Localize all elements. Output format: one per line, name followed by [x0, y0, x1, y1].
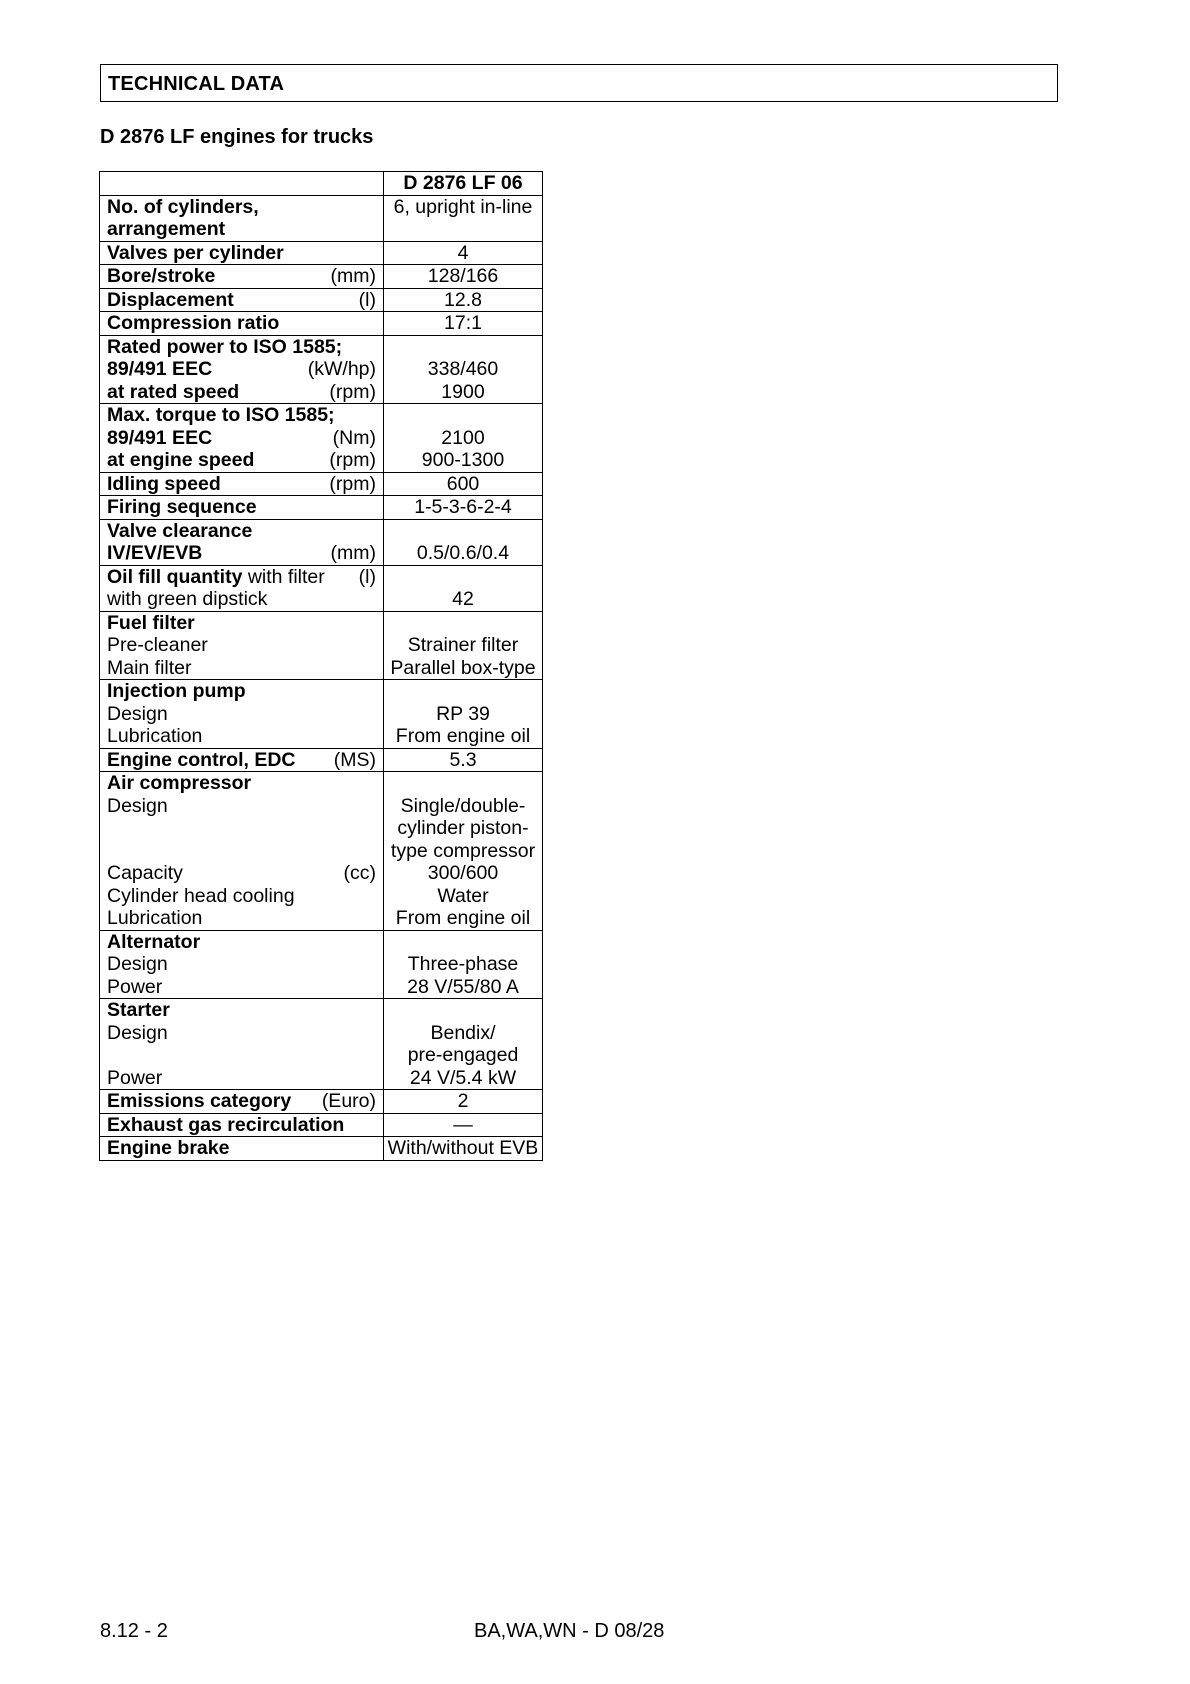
table-row [100, 195, 543, 241]
value-spacer [386, 772, 540, 795]
row-label-cell [100, 312, 384, 336]
label-line [107, 657, 376, 680]
row-label-cell [100, 999, 384, 1090]
label-line [107, 772, 376, 795]
value-text: Parallel box-type [390, 656, 536, 679]
label-text: Engine brake [107, 1137, 230, 1159]
value-text: Single/double- [400, 794, 526, 817]
label-text: Rated power to ISO 1585; [107, 335, 343, 358]
value-spacer [386, 931, 540, 954]
label-line [107, 1114, 376, 1137]
row-label-cell [100, 496, 384, 520]
row-value-cell [384, 680, 543, 749]
label-text: at engine speed [107, 449, 255, 471]
value-text: 12.8 [444, 288, 482, 311]
value-spacer [386, 336, 540, 359]
row-label-cell [100, 472, 384, 496]
value-text: Strainer filter [407, 634, 519, 656]
label-text: Displacement [107, 288, 234, 311]
unit-label: (mm) [330, 265, 376, 287]
table-row [100, 265, 543, 289]
label-text: Pre-cleaner [107, 634, 208, 656]
row-label-cell [100, 265, 384, 289]
unit-label: (l) [358, 288, 376, 311]
label-line [107, 612, 376, 635]
row-label-cell [100, 565, 384, 611]
label-text: Design [107, 702, 168, 725]
row-value-cell [384, 335, 543, 404]
label-line [107, 289, 376, 312]
value-text: From engine oil [395, 725, 531, 747]
label-text [107, 817, 112, 840]
label-line [107, 588, 376, 611]
row-value-cell [384, 496, 543, 520]
label-line [107, 449, 376, 472]
label-text: Compression ratio [107, 312, 280, 334]
unit-label: (mm) [330, 542, 376, 564]
row-value-cell [384, 241, 543, 265]
row-value-cell [384, 772, 543, 931]
label-line [107, 1067, 376, 1090]
table-row [100, 404, 543, 473]
label-text: arrangement [107, 218, 226, 240]
label-text: Firing sequence [107, 496, 257, 518]
label-text: Lubrication [107, 725, 203, 747]
page-header-title: TECHNICAL DATA [108, 73, 285, 95]
table-row [100, 999, 543, 1090]
row-label-cell [100, 748, 384, 772]
label-text [107, 840, 112, 863]
label-line [107, 520, 376, 543]
label-line [107, 817, 376, 840]
label-line [107, 542, 376, 565]
label-text: Valves per cylinder [107, 241, 284, 264]
label-text: Bore/stroke [107, 265, 216, 287]
table-row [100, 519, 543, 565]
row-label-cell [100, 288, 384, 312]
value-text: 4 [457, 241, 469, 264]
value-spacer [386, 520, 540, 543]
row-value-cell [384, 195, 543, 241]
table-row [100, 312, 543, 336]
table-row [100, 930, 543, 999]
value-spacer [386, 680, 540, 703]
label-text: Fuel filter [107, 611, 195, 634]
value-text: Bendix/ [430, 1021, 496, 1044]
label-line [107, 1090, 376, 1113]
row-value-cell [384, 519, 543, 565]
value-text: 338/460 [427, 358, 499, 380]
unit-label: (rpm) [329, 449, 376, 471]
label-line [107, 953, 376, 976]
row-value-cell [384, 472, 543, 496]
label-text: Valve clearance [107, 519, 253, 542]
value-text: 17:1 [444, 312, 482, 334]
row-label-cell [100, 772, 384, 931]
label-line [107, 1044, 376, 1067]
unit-label: (cc) [343, 862, 376, 884]
value-text: With/without EVB [387, 1137, 539, 1159]
table-header-row [100, 172, 543, 196]
label-line [107, 218, 376, 241]
unit-label: (l) [358, 565, 376, 588]
unit-label: (MS) [333, 748, 376, 771]
value-text: 24 V/5.4 kW [409, 1066, 517, 1089]
row-value-cell [384, 1113, 543, 1137]
label-line [107, 196, 376, 219]
value-text: pre-engaged [407, 1044, 519, 1066]
unit-label: (rpm) [329, 380, 376, 403]
value-text: 600 [446, 472, 480, 495]
row-label-cell [100, 404, 384, 473]
row-value-cell [384, 288, 543, 312]
row-label-cell [100, 680, 384, 749]
value-text: 28 V/55/80 A [407, 975, 519, 998]
value-text: 5.3 [449, 748, 477, 771]
label-text: Capacity [107, 862, 183, 884]
label-line [107, 381, 376, 404]
label-text: Cylinder head cooling [107, 884, 295, 907]
label-line [107, 404, 376, 427]
table-row [100, 241, 543, 265]
value-text: 2 [457, 1090, 469, 1112]
table-row [100, 611, 543, 680]
row-value-cell [384, 748, 543, 772]
label-line [107, 999, 376, 1022]
row-value-cell [384, 1137, 543, 1161]
table-row [100, 288, 543, 312]
label-line [107, 749, 376, 772]
value-text: 128/166 [427, 265, 499, 287]
value-text: 1900 [441, 380, 485, 403]
value-text: 300/600 [427, 862, 499, 884]
label-line [107, 1022, 376, 1045]
label-text: Design [107, 1021, 168, 1044]
label-text: IV/EV/EVB [107, 542, 203, 564]
label-line [107, 242, 376, 265]
label-text: Power [107, 975, 163, 998]
technical-data-table [99, 171, 543, 1161]
label-text: Design [107, 953, 168, 975]
label-line [107, 336, 376, 359]
column-header: D 2876 LF 06 [384, 172, 543, 196]
value-spacer [386, 612, 540, 635]
row-label-cell [100, 1137, 384, 1161]
label-line [107, 931, 376, 954]
label-text: Injection pump [107, 680, 246, 702]
label-line [107, 725, 376, 748]
row-value-cell [384, 611, 543, 680]
label-text: Exhaust gas recirculation [107, 1113, 345, 1136]
page-header [100, 64, 1058, 102]
value-text: type compressor [390, 839, 536, 862]
label-line [107, 862, 376, 885]
row-value-cell [384, 404, 543, 473]
label-line [107, 566, 376, 589]
label-line [107, 358, 376, 381]
value-text: 6, upright in-line [393, 195, 533, 218]
label-text: Air compressor [107, 772, 252, 794]
row-value-cell [384, 999, 543, 1090]
table-row [100, 1137, 543, 1161]
table-row [100, 772, 543, 931]
document-code: BA,WA,WN - D 08/28 [474, 1620, 665, 1642]
table-row [100, 680, 543, 749]
row-label-cell [100, 1090, 384, 1114]
label-line [107, 634, 376, 657]
label-text: Oil fill quantity [107, 565, 243, 588]
row-label-cell [100, 519, 384, 565]
row-label-cell [100, 930, 384, 999]
label-line [107, 840, 376, 863]
value-text: From engine oil [395, 907, 531, 929]
value-text: 42 [452, 588, 474, 610]
label-line [107, 427, 376, 450]
value-text: 900-1300 [421, 449, 505, 471]
row-value-cell [384, 1090, 543, 1114]
row-label-cell [100, 611, 384, 680]
label-text: Alternator [107, 930, 201, 953]
label-line [107, 907, 376, 930]
label-line [107, 703, 376, 726]
unit-label: (Euro) [321, 1090, 376, 1112]
value-spacer [386, 566, 540, 589]
label-line [107, 265, 376, 288]
label-suffix: with filter [242, 565, 325, 588]
header-empty-cell [100, 172, 384, 196]
label-text: Idling speed [107, 472, 221, 495]
row-value-cell [384, 312, 543, 336]
label-text: with green dipstick [107, 588, 268, 610]
label-text: Power [107, 1066, 163, 1089]
row-label-cell [100, 241, 384, 265]
label-line [107, 885, 376, 908]
unit-label: (Nm) [332, 426, 376, 449]
table-row [100, 472, 543, 496]
unit-label: (rpm) [329, 472, 376, 495]
value-text: cylinder piston- [397, 817, 529, 839]
label-line [107, 496, 376, 519]
value-text: Three-phase [407, 953, 519, 975]
label-text: Starter [107, 999, 170, 1021]
row-label-cell [100, 1113, 384, 1137]
label-text: Main filter [107, 656, 192, 679]
label-line [107, 976, 376, 999]
label-text: Max. torque to ISO 1585; [107, 404, 335, 426]
label-line [107, 473, 376, 496]
label-text [107, 1044, 112, 1067]
label-line [107, 795, 376, 818]
row-value-cell [384, 930, 543, 999]
document-title: D 2876 LF engines for trucks [100, 126, 374, 148]
value-text: 0.5/0.6/0.4 [416, 542, 510, 564]
table-row [100, 496, 543, 520]
label-line [107, 1137, 376, 1160]
table-row [100, 748, 543, 772]
label-text: Engine control, EDC [107, 748, 296, 771]
table-row [100, 335, 543, 404]
value-text: RP 39 [436, 702, 490, 725]
label-text: No. of cylinders, [107, 195, 259, 218]
value-spacer [386, 404, 540, 427]
value-text: Water [437, 884, 489, 907]
row-label-cell [100, 195, 384, 241]
value-text: 1-5-3-6-2-4 [414, 496, 512, 518]
unit-label: (kW/hp) [307, 358, 376, 380]
label-text: at rated speed [107, 380, 240, 403]
page-number: 8.12 - 2 [100, 1620, 168, 1642]
value-text: — [453, 1113, 473, 1136]
table-row [100, 1090, 543, 1114]
label-text: 89/491 EEC [107, 358, 213, 380]
label-text: 89/491 EEC [107, 426, 213, 449]
table-row [100, 565, 543, 611]
label-line [107, 680, 376, 703]
value-text: 2100 [441, 426, 485, 449]
row-value-cell [384, 565, 543, 611]
label-text: Emissions category [107, 1090, 292, 1112]
value-spacer [386, 999, 540, 1022]
row-value-cell [384, 265, 543, 289]
row-label-cell [100, 335, 384, 404]
label-text: Design [107, 794, 168, 817]
label-text: Lubrication [107, 907, 203, 929]
table-row [100, 1113, 543, 1137]
label-line [107, 312, 376, 335]
